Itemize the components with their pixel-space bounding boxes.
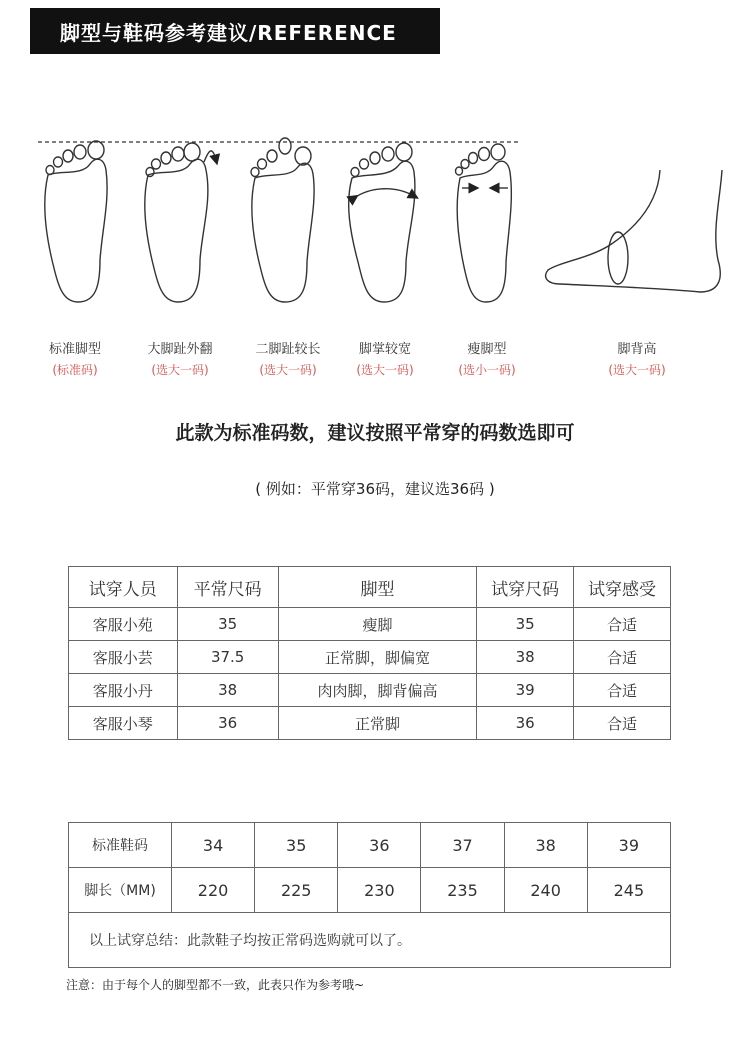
foot-type-advice: (选大一码) (151, 363, 209, 377)
foot-type-advice: (选大一码) (356, 363, 414, 377)
foot-type-6 (577, 338, 697, 378)
header-cell: 平常尺码 (177, 567, 278, 608)
header-cell: 脚型 (278, 567, 476, 608)
foot-type-name: 瘦脚型 (467, 342, 507, 357)
table-row (69, 674, 671, 707)
table-cell: 37.5 (177, 641, 278, 674)
foot-type-2 (120, 338, 240, 378)
foot-wide-icon (349, 143, 415, 302)
size-cell: 35 (255, 823, 338, 868)
size-cell: 36 (338, 823, 421, 868)
table-cell: 肉肉脚，脚背偏高 (278, 674, 476, 707)
trial-table (68, 566, 671, 740)
table-cell: 38 (177, 674, 278, 707)
size-cell: 38 (504, 823, 587, 868)
table-row (69, 707, 671, 740)
foot-long-second-toe-icon (251, 138, 314, 302)
foot-type-name: 二脚趾较长 (255, 342, 321, 357)
length-cell: 220 (172, 868, 255, 913)
table-cell: 客服小芸 (69, 641, 178, 674)
page-header (30, 8, 440, 54)
size-cell: 39 (587, 823, 670, 868)
table-cell: 客服小丹 (69, 674, 178, 707)
foot-slim-icon (456, 144, 512, 302)
trial-table-header (69, 567, 671, 608)
foot-high-instep-icon (546, 170, 722, 292)
foot-bunion-icon (145, 143, 216, 302)
table-cell: 合适 (574, 641, 671, 674)
header-title: 脚型与鞋码参考建议/REFERENCE (60, 20, 397, 45)
foot-standard-icon (45, 141, 107, 302)
size-label: 标准鞋码 (69, 823, 172, 868)
footnote: 注意：由于每个人的脚型都不一致，此表只作为参考哦~ (66, 978, 365, 992)
summary-row (69, 913, 671, 968)
length-cell: 230 (338, 868, 421, 913)
table-row (69, 641, 671, 674)
table-cell: 36 (177, 707, 278, 740)
table-cell: 正常脚 (278, 707, 476, 740)
table-cell: 客服小苑 (69, 608, 178, 641)
length-cell: 225 (255, 868, 338, 913)
table-cell: 38 (477, 641, 574, 674)
length-cell: 235 (421, 868, 504, 913)
header-cell: 试穿感受 (574, 567, 671, 608)
table-cell: 35 (477, 608, 574, 641)
size-table (68, 822, 671, 968)
foot-type-advice: (选大一码) (259, 363, 317, 377)
table-cell: 36 (477, 707, 574, 740)
length-cell: 240 (504, 868, 587, 913)
foot-type-advice: (标准码) (52, 363, 98, 377)
table-cell: 合适 (574, 707, 671, 740)
table-cell: 客服小琴 (69, 707, 178, 740)
table-cell: 合适 (574, 674, 671, 707)
table-cell: 正常脚，脚偏宽 (278, 641, 476, 674)
advice-main: 此款为标准码数，建议按照平常穿的码数选即可 (175, 422, 575, 444)
size-cell: 34 (172, 823, 255, 868)
size-cell: 37 (421, 823, 504, 868)
summary-text: 以上试穿总结：此款鞋子均按正常码选购就可以了。 (69, 913, 671, 968)
length-row (69, 868, 671, 913)
foot-type-advice: (选小一码) (458, 363, 516, 377)
foot-type-name: 脚背高 (617, 342, 657, 357)
table-cell: 合适 (574, 608, 671, 641)
header-cell: 试穿尺码 (477, 567, 574, 608)
table-cell: 35 (177, 608, 278, 641)
size-row (69, 823, 671, 868)
foot-type-name: 标准脚型 (48, 342, 101, 357)
length-label: 脚长（MM) (69, 868, 172, 913)
foot-illustrations (0, 120, 750, 310)
header-cell: 试穿人员 (69, 567, 178, 608)
foot-type-advice: (选大一码) (608, 363, 666, 377)
advice-example: ( 例如：平常穿36码，建议选36码 ) (255, 480, 495, 498)
foot-type-5 (427, 338, 547, 378)
table-cell: 瘦脚 (278, 608, 476, 641)
length-cell: 245 (587, 868, 670, 913)
foot-type-name: 大脚趾外翻 (147, 342, 213, 357)
table-row (69, 608, 671, 641)
foot-type-name: 脚掌较宽 (358, 342, 411, 357)
table-cell: 39 (477, 674, 574, 707)
foot-type-1 (15, 338, 135, 378)
